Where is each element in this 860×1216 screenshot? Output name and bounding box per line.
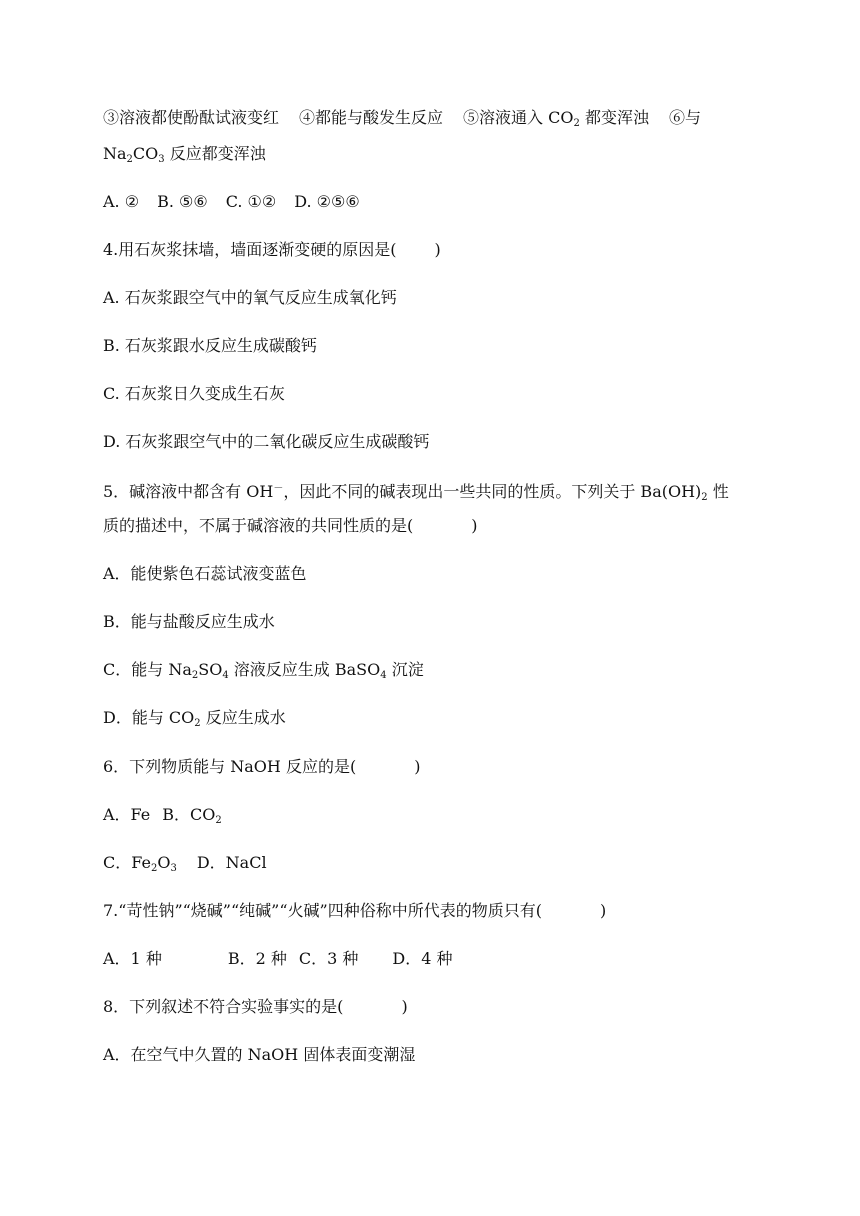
subscript: 2 — [126, 154, 133, 165]
statement-6-tail: 反应都变浑浊 — [164, 144, 266, 163]
option-c: C. ①② — [225, 192, 277, 211]
option-b: B．CO — [162, 805, 216, 824]
subscript: 2 — [150, 863, 158, 874]
q3-statements-continuation — [103, 144, 266, 164]
close-paren: ) — [414, 757, 421, 776]
option-d: D．4 种 — [392, 949, 453, 968]
statement-5-tail: 都变浑浊 — [579, 108, 649, 127]
q8-option-a: A．在空气中久置的 NaOH 固体表面变潮湿 — [103, 1045, 416, 1064]
option-c: C．Fe — [103, 853, 151, 872]
q5-option-c — [103, 660, 424, 680]
option-b: B. ⑤⑥ — [157, 192, 208, 211]
q5-stem-continuation — [103, 516, 478, 536]
q5-stem — [103, 482, 729, 502]
subscript: 3 — [158, 154, 165, 165]
q5-option-b: B．能与盐酸反应生成水 — [103, 612, 275, 631]
q4-stem — [103, 240, 441, 260]
option-c: C．3 种 — [298, 949, 359, 968]
q3-options — [103, 192, 360, 212]
q4-option-a: A. 石灰浆跟空气中的氧气反应生成氧化钙 — [103, 288, 397, 307]
q4-stem-text: 4.用石灰浆抹墙，墙面逐渐变硬的原因是( — [103, 240, 397, 259]
statement-3: ③溶液都使酚酞试液变红 — [103, 108, 280, 127]
statement-4: ④都能与酸发生反应 — [299, 108, 444, 127]
option-a: A．1 种 — [103, 949, 162, 968]
close-paren: ) — [434, 240, 441, 259]
q7-stem — [103, 901, 606, 921]
formula-part: O — [157, 853, 171, 872]
option-a: A．Fe — [103, 805, 151, 824]
formula-part: SO — [198, 660, 223, 679]
statement-5-text: ⑤溶液通入 CO — [463, 108, 574, 127]
subscript: 2 — [191, 670, 199, 681]
subscript: 2 — [194, 718, 201, 729]
q5-text-1: 5．碱溶液中都含有 OH — [103, 482, 274, 501]
option-d: D. ②⑤⑥ — [294, 192, 360, 211]
q4-option-d: D. 石灰浆跟空气中的二氧化碳反应生成碳酸钙 — [103, 432, 430, 451]
close-paren: ) — [599, 901, 607, 920]
q5-text-3: 性 — [707, 482, 729, 501]
q5-option-d — [103, 708, 286, 728]
subscript: 4 — [222, 670, 229, 681]
q6-options-cd — [103, 853, 267, 873]
formula-part: 溶液反应生成 BaSO — [228, 660, 381, 679]
subscript: 2 — [573, 118, 580, 129]
statement-6-start: ⑥与 — [668, 108, 701, 127]
q6-options-ab — [103, 805, 222, 825]
formula-part: 沉淀 — [386, 660, 424, 679]
formula-part: D．能与 CO — [103, 708, 195, 727]
formula-part: Na — [103, 144, 127, 163]
subscript: 4 — [380, 670, 387, 681]
q7-options — [103, 949, 452, 969]
subscript: 2 — [215, 815, 222, 826]
q8-stem-text: 8．下列叙述不符合实验事实的是( — [103, 997, 344, 1016]
option-d: D．NaCl — [196, 853, 267, 872]
option-b: B．2 种 — [227, 949, 287, 968]
q4-option-c: C. 石灰浆日久变成生石灰 — [103, 384, 285, 403]
formula-part: C．能与 Na — [103, 660, 192, 679]
superscript: － — [273, 483, 284, 494]
q4-option-b: B. 石灰浆跟水反应生成碳酸钙 — [103, 336, 317, 355]
q5-text-2: ，因此不同的碱表现出一些共同的性质。下列关于 Ba(OH) — [283, 482, 702, 501]
subscript: 2 — [701, 492, 708, 503]
q5-text-4: 质的描述中，不属于碱溶液的共同性质的是( — [103, 516, 414, 535]
subscript: 3 — [170, 863, 177, 874]
q6-stem-text: 6．下列物质能与 NaOH 反应的是( — [103, 757, 357, 776]
q7-stem-text: 7.“苛性钠”“烧碱”“纯碱”“火碱”四种俗称中所代表的物质只有( — [103, 901, 542, 920]
q8-stem — [103, 997, 408, 1017]
close-paren: ) — [471, 516, 478, 535]
option-a: A. ② — [103, 192, 140, 211]
q3-statements-line — [103, 108, 701, 128]
formula-part: 反应生成水 — [200, 708, 286, 727]
formula-part: CO — [132, 144, 159, 163]
q5-option-a: A．能使紫色石蕊试液变蓝色 — [103, 564, 307, 583]
close-paren: ) — [401, 997, 408, 1016]
q6-stem — [103, 757, 420, 777]
